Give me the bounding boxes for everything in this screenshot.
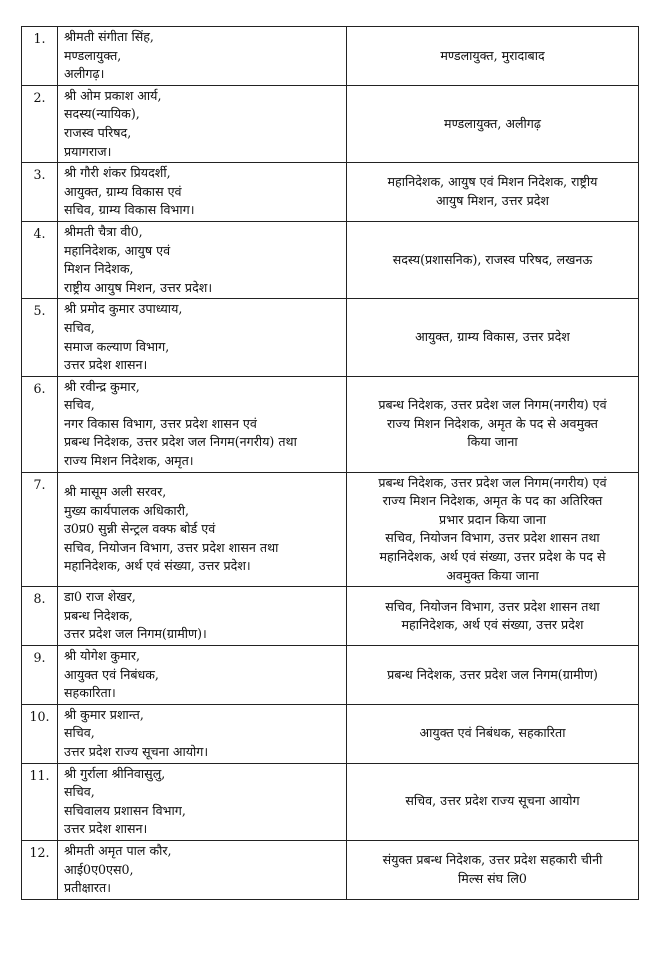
- officer-line: समाज कल्याण विभाग,: [64, 338, 170, 354]
- officer-line: आई0ए0एस0,: [64, 861, 134, 877]
- new-posting: [347, 85, 639, 162]
- posting-line: महानिदेशक, अर्थ एवं संख्या, उत्तर प्रदेश: [401, 617, 584, 633]
- officer-line: राजस्व परिषद,: [64, 124, 132, 140]
- new-posting: [347, 840, 639, 899]
- new-posting: [347, 163, 639, 222]
- officer-line: डा0 राज शेखर,: [64, 589, 136, 605]
- officer-line: श्री ओम प्रकाश आर्य,: [64, 87, 162, 103]
- new-posting: [347, 587, 639, 646]
- table-row: [22, 763, 639, 840]
- posting-line: मण्डलायुक्त, अलीगढ़: [444, 115, 541, 131]
- officer-line: मण्डलायुक्त,: [64, 47, 122, 63]
- table-row: [22, 840, 639, 899]
- table-row: [22, 221, 639, 298]
- posting-line: महानिदेशक, अर्थ एवं संख्या, उत्तर प्रदेश के पद से: [379, 549, 606, 565]
- officer-line: श्री मासूम अली सरवर,: [64, 483, 167, 499]
- officer-line: प्रबन्ध निदेशक,: [64, 607, 133, 623]
- transfer-table-body: [22, 27, 639, 900]
- serial-number: 9.: [22, 646, 58, 705]
- posting-line: प्रबन्ध निदेशक, उत्तर प्रदेश जल निगम(नगरीय) एवं: [378, 397, 607, 413]
- serial-number: 3.: [22, 163, 58, 222]
- officer-line: उत्तर प्रदेश शासन।: [64, 357, 148, 373]
- officer-line: उत्तर प्रदेश जल निगम(ग्रामीण)।: [64, 626, 207, 642]
- officer-line: सचिव, ग्राम्य विकास विभाग।: [64, 202, 195, 218]
- officer-line: उ0प्र0 सुन्नी सेन्ट्रल वक्फ बोर्ड एवं: [64, 521, 216, 537]
- officer-details: [58, 840, 347, 899]
- new-posting: [347, 472, 639, 587]
- posting-line: आयुक्त, ग्राम्य विकास, उत्तर प्रदेश: [415, 329, 570, 345]
- posting-line: सदस्य(प्रशासनिक), राजस्व परिषद, लखनऊ: [392, 251, 593, 267]
- officer-details: [58, 587, 347, 646]
- officer-line: नगर विकास विभाग, उत्तर प्रदेश शासन एवं: [64, 415, 257, 431]
- officer-details: [58, 376, 347, 472]
- officer-details: [58, 27, 347, 86]
- table-row: [22, 472, 639, 587]
- officer-line: आयुक्त एवं निबंधक,: [64, 666, 159, 682]
- new-posting: [347, 704, 639, 763]
- officer-line: सचिवालय प्रशासन विभाग,: [64, 802, 186, 818]
- posting-line: प्रभार प्रदान किया जाना: [439, 511, 546, 527]
- officer-line: सचिव,: [64, 319, 95, 335]
- posting-line: सचिव, उत्तर प्रदेश राज्य सूचना आयोग: [405, 793, 580, 809]
- officer-line: राज्य मिशन निदेशक, अमृत।: [64, 453, 194, 469]
- officer-line: श्री कुमार प्रशान्त,: [64, 706, 144, 722]
- posting-line: महानिदेशक, आयुष एवं मिशन निदेशक, राष्ट्रीय: [387, 174, 598, 190]
- table-row: [22, 27, 639, 86]
- officer-line: श्री योगेश कुमार,: [64, 648, 141, 663]
- posting-line: राज्य मिशन निदेशक, अमृत के पद का अतिरिक्त: [382, 493, 603, 509]
- table-row: [22, 704, 639, 763]
- officer-line: आयुक्त, ग्राम्य विकास एवं: [64, 183, 182, 199]
- officer-line: राष्ट्रीय आयुष मिशन, उत्तर प्रदेश।: [64, 279, 213, 295]
- officer-line: सहकारिता।: [64, 685, 116, 701]
- officer-details: [58, 299, 347, 376]
- posting-line: संयुक्त प्रबन्ध निदेशक, उत्तर प्रदेश सहकारी चीनी: [382, 852, 603, 868]
- officer-line: प्रयागराज।: [64, 143, 112, 159]
- officer-details: [58, 221, 347, 298]
- serial-number: 6.: [22, 376, 58, 472]
- officer-details: [58, 763, 347, 840]
- posting-line: प्रबन्ध निदेशक, उत्तर प्रदेश जल निगम(ग्रामीण): [387, 666, 598, 682]
- posting-line: प्रबन्ध निदेशक, उत्तर प्रदेश जल निगम(नगरीय) एवं: [378, 474, 607, 490]
- serial-number: 5.: [22, 299, 58, 376]
- officer-line: मिशन निदेशक,: [64, 261, 134, 277]
- serial-number: 4.: [22, 221, 58, 298]
- officer-details: [58, 163, 347, 222]
- serial-number: 1.: [22, 27, 58, 86]
- posting-line: राज्य मिशन निदेशक, अमृत के पद से अवमुक्त: [387, 415, 598, 431]
- transfer-table: [21, 26, 639, 900]
- table-row: [22, 85, 639, 162]
- table-row: [22, 299, 639, 376]
- officer-line: श्रीमती अमृत पाल कौर,: [64, 842, 172, 858]
- new-posting: [347, 221, 639, 298]
- officer-line: उत्तर प्रदेश शासन।: [64, 821, 148, 837]
- officer-line: श्रीमती चैत्रा वी0,: [64, 223, 143, 239]
- officer-details: [58, 85, 347, 162]
- table-row: [22, 376, 639, 472]
- new-posting: [347, 376, 639, 472]
- officer-line: श्री गौरी शंकर प्रियदर्शी,: [64, 165, 171, 181]
- officer-line: सचिव, नियोजन विभाग, उत्तर प्रदेश शासन तथा: [64, 539, 279, 555]
- officer-line: श्री रवीन्द्र कुमार,: [64, 378, 140, 394]
- officer-line: श्री गुर्राला श्रीनिवासुलु,: [64, 765, 166, 781]
- new-posting: [347, 763, 639, 840]
- posting-line: सचिव, नियोजन विभाग, उत्तर प्रदेश शासन तथा: [385, 530, 600, 546]
- posting-line: आयुक्त एवं निबंधक, सहकारिता: [419, 725, 566, 741]
- officer-line: अलीगढ़।: [64, 66, 105, 82]
- serial-number: 2.: [22, 85, 58, 162]
- serial-number: 11.: [22, 763, 58, 840]
- posting-line: मिल्स संघ लि0: [458, 870, 527, 886]
- officer-line: सचिव,: [64, 784, 95, 800]
- serial-number: 12.: [22, 840, 58, 899]
- new-posting: [347, 299, 639, 376]
- officer-line: मुख्य कार्यपालक अधिकारी,: [64, 502, 190, 518]
- officer-line: महानिदेशक, आयुष एवं: [64, 242, 171, 258]
- officer-line: प्रतीक्षारत।: [64, 880, 111, 896]
- new-posting: [347, 646, 639, 705]
- new-posting: [347, 27, 639, 86]
- officer-details: [58, 646, 347, 705]
- serial-number: 10.: [22, 704, 58, 763]
- officer-line: श्री प्रमोद कुमार उपाध्याय,: [64, 301, 183, 317]
- serial-number: 8.: [22, 587, 58, 646]
- officer-details: [58, 704, 347, 763]
- posting-line: अवमुक्त किया जाना: [446, 567, 539, 583]
- posting-line: किया जाना: [467, 434, 518, 450]
- table-row: [22, 163, 639, 222]
- posting-line: मण्डलायुक्त, मुरादाबाद: [440, 47, 545, 63]
- serial-number: 7.: [22, 472, 58, 587]
- posting-line: सचिव, नियोजन विभाग, उत्तर प्रदेश शासन तथा: [385, 598, 600, 614]
- officer-details: [58, 472, 347, 587]
- officer-line: श्रीमती संगीता सिंह,: [64, 29, 154, 44]
- officer-line: सचिव,: [64, 397, 95, 413]
- officer-line: प्रबन्ध निदेशक, उत्तर प्रदेश जल निगम(नगरीय) तथा: [64, 434, 297, 450]
- officer-line: सदस्य(न्यायिक),: [64, 106, 140, 122]
- table-row: [22, 646, 639, 705]
- table-row: [22, 587, 639, 646]
- posting-line: आयुष मिशन, उत्तर प्रदेश: [436, 193, 549, 209]
- officer-line: महानिदेशक, अर्थ एवं संख्या, उत्तर प्रदेश।: [64, 558, 251, 574]
- officer-line: सचिव,: [64, 725, 95, 741]
- officer-line: उत्तर प्रदेश राज्य सूचना आयोग।: [64, 743, 209, 759]
